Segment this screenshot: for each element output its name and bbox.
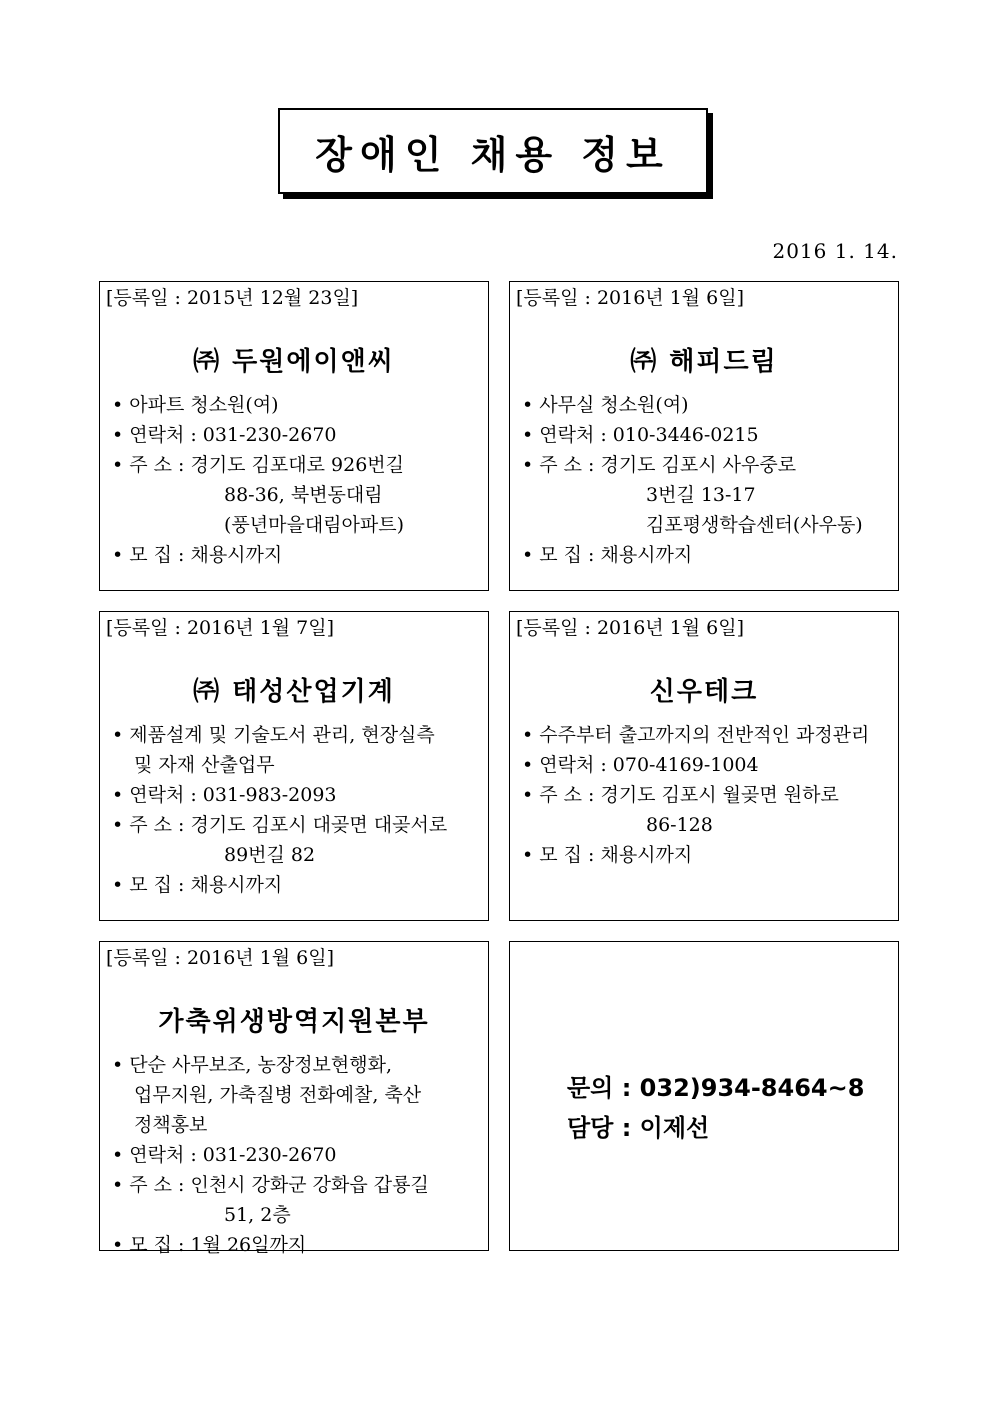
address-continued: 88-36, 북변동대림: [224, 484, 383, 506]
job-details: [112, 1050, 480, 1260]
registration-date: [등록일 : 2016년 1월 6일]: [106, 947, 335, 969]
address-line: • 주 소 : 경기도 김포시 월곶면 원하로: [522, 784, 839, 806]
registration-date: [등록일 : 2015년 12월 23일]: [106, 287, 359, 309]
job-description: • 단순 사무보조, 농장정보현행화,: [112, 1054, 393, 1076]
job-description: • 수주부터 출고까지의 전반적인 과정관리: [522, 724, 870, 746]
recruit-period: • 모 집 : 채용시까지: [112, 544, 283, 566]
job-description-continued: 정책홍보: [134, 1114, 208, 1136]
job-card-taesung: [99, 611, 489, 921]
job-description: • 아파트 청소원(여): [112, 394, 279, 416]
address-continued: (풍년마을대림아파트): [224, 514, 405, 536]
address-line: • 주 소 : 인천시 강화군 강화읍 갑룡길: [112, 1174, 429, 1196]
job-description: • 사무실 청소원(여): [522, 394, 689, 416]
company-name: 신우테크: [649, 677, 759, 707]
address-continued: 51, 2층: [224, 1204, 291, 1226]
recruit-period: • 모 집 : 채용시까지: [522, 844, 693, 866]
address-continued: 3번길 13-17: [646, 484, 756, 506]
manager-name: 담당 : 이제선: [567, 1114, 710, 1142]
company-name: ㈜ 두원에이앤씨: [193, 347, 395, 377]
contact-info: [567, 1068, 864, 1148]
page-title: 장애인 채용 정보: [278, 108, 708, 194]
registration-date: [등록일 : 2016년 1월 6일]: [516, 617, 745, 639]
job-description-continued: 및 자재 산출업무: [134, 754, 275, 776]
company-name: ㈜ 해피드림: [630, 347, 778, 377]
inquiry-phone: 문의 : 032)934-8464~8: [567, 1074, 865, 1102]
job-card-duwon: [99, 281, 489, 591]
registration-date: [등록일 : 2016년 1월 7일]: [106, 617, 335, 639]
recruit-period: • 모 집 : 채용시까지: [112, 874, 283, 896]
job-card-happydream: [509, 281, 899, 591]
recruit-period: • 모 집 : 1월 26일까지: [112, 1234, 307, 1256]
recruit-period: • 모 집 : 채용시까지: [522, 544, 693, 566]
job-card-livestock: [99, 941, 489, 1256]
phone-line: • 연락처 : 010-3446-0215: [522, 424, 759, 446]
address-continued: 89번길 82: [224, 844, 316, 866]
job-description-continued: 업무지원, 가축질병 전화예찰, 축산: [134, 1084, 422, 1106]
document-date: 2016 1. 14.: [772, 239, 898, 263]
phone-line: • 연락처 : 070-4169-1004: [522, 754, 759, 776]
phone-line: • 연락처 : 031-230-2670: [112, 424, 337, 446]
job-details: [522, 390, 890, 570]
registration-date: [등록일 : 2016년 1월 6일]: [516, 287, 745, 309]
address-line: • 주 소 : 경기도 김포대로 926번길: [112, 454, 405, 476]
job-card-shinwootech: [509, 611, 899, 921]
title-frame: [278, 108, 708, 194]
address-line: • 주 소 : 경기도 김포시 사우중로: [522, 454, 797, 476]
phone-line: • 연락처 : 031-983-2093: [112, 784, 337, 806]
phone-line: • 연락처 : 031-230-2670: [112, 1144, 337, 1166]
job-details: [112, 720, 480, 900]
address-continued: 김포평생학습센터(사우동): [646, 514, 863, 536]
company-name: ㈜ 태성산업기계: [193, 677, 395, 707]
job-details: [112, 390, 480, 570]
address-line: • 주 소 : 경기도 김포시 대곶면 대곶서로: [112, 814, 448, 836]
company-name: 가축위생방역지원본부: [158, 1007, 430, 1037]
contact-card: [509, 941, 899, 1251]
job-description: • 제품설계 및 기술도서 관리, 현장실측: [112, 724, 435, 746]
address-continued: 86-128: [646, 814, 713, 836]
job-details: [522, 720, 890, 870]
